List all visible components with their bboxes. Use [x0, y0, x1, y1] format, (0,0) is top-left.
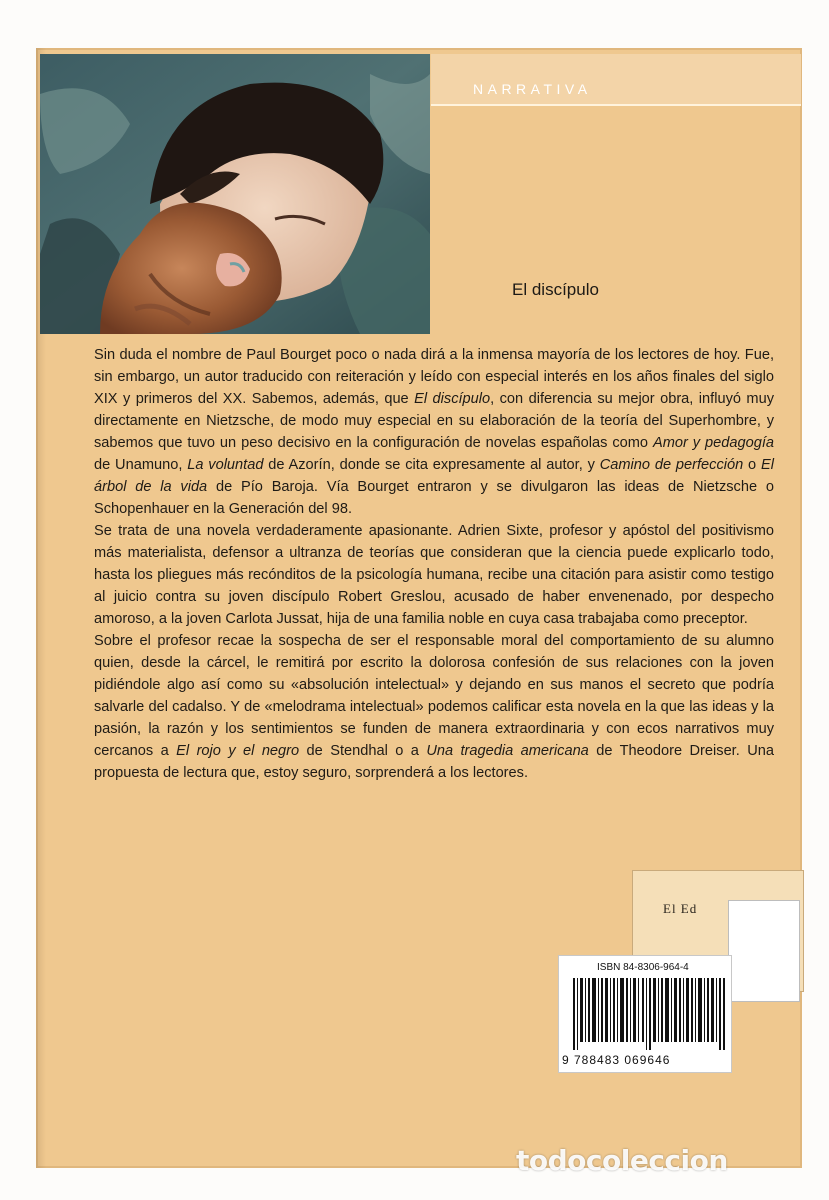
- blurb-paragraph-1: [94, 344, 774, 520]
- series-band: [431, 54, 801, 106]
- blurb-italic-title: La voluntad: [187, 457, 264, 473]
- blurb-text: Sin duda el nombre de Paul Bourget poco o nada dirá a la inmensa mayoría de los lectores de hoy. Fue, sin embargo, un autor traducido con reiteración y leído con especial interés en los años finales del siglo XIX y primeros del XX. Sabemos, además, que: [94, 347, 774, 407]
- blurb-text: de Stendhal o a: [299, 743, 427, 759]
- blurb-text: o: [743, 457, 762, 473]
- blurb-italic-title: El rojo y el negro: [176, 743, 300, 759]
- blurb-text: de Theodore Dreiser. Una propuesta de lectura que, estoy seguro, sorprenderá a los lectores.: [94, 743, 774, 781]
- editor-signature: El Ed: [663, 901, 698, 916]
- blurb-text: de Pío Baroja. Vía Bourget entraron y se divulgaron las ideas de Nietzsche o Schopenhauer en la Generación del 98.: [94, 479, 774, 517]
- book-title: El discípulo: [512, 280, 599, 299]
- blurb-text: Sobre el profesor recae la sospecha de ser el responsable moral del comportamiento de su alumno quien, desde la cárcel, le remitirá por escrito la dolorosa confesión de sus relaciones con la joven pidiéndole algo así como su «absolución intelectual» y dejando en sus manos el secreto que podría salvarle del cadalso. Y de «melodrama intelectual» podemos calificar esta novela en la que las ideas y la pasión, la razón y los sentimientos se funden de manera extraordinaria y con ecos narrativos muy cercanos a: [94, 633, 774, 759]
- blurb-italic-title: Una tragedia americana: [426, 743, 589, 759]
- blurb-italic-title: El árbol de la vida: [94, 457, 774, 495]
- blurb-italic-title: El discípulo: [414, 391, 491, 407]
- blurb-paragraph-3: [94, 630, 774, 784]
- blurb-text: , con diferencia su mejor obra, influyó muy directamente en Nietzsche, de modo muy especial en su elaboración de la teoría del Superhombre, y sabemos que tuvo un peso decisivo en la configuración de novelas españolas como: [94, 391, 774, 451]
- blurb-text: de Unamuno,: [94, 457, 188, 473]
- blurb-paragraph-2: Se trata de una novela verdaderamente apasionante. Adrien Sixte, profesor y apóstol del positivismo más materialista, defensor a ultranza de teorías que consideran que la ciencia puede explicarlo todo, hasta los pliegues más recónditos de la psicología humana, recibe una citación para asistir como testigo al juicio contra su joven discípulo Robert Greslou, acusado de haber envenenado, por despecho amoroso, a la joven Carlota Jussat, hija de una familia noble en cuya casa trabajaba como preceptor.: [94, 523, 774, 627]
- barcode-bars: [573, 978, 725, 1050]
- back-cover-blurb: [94, 344, 774, 784]
- blurb-italic-title: Camino de perfección: [599, 457, 744, 473]
- ean-digits: 9 788483 069646: [562, 1053, 671, 1067]
- white-label: [728, 900, 800, 1002]
- blurb-text: de Azorín, donde se cita expresamente al autor, y: [263, 457, 600, 473]
- cover-painting: [40, 54, 430, 334]
- isbn-text: ISBN 84-8306-964-4: [597, 962, 689, 973]
- series-label: NARRATIVA: [473, 81, 592, 97]
- blurb-italic-title: Amor y pedagogía: [652, 435, 774, 451]
- watermark-logo: todocoleccion: [516, 1144, 728, 1177]
- barcode-label: [558, 955, 732, 1073]
